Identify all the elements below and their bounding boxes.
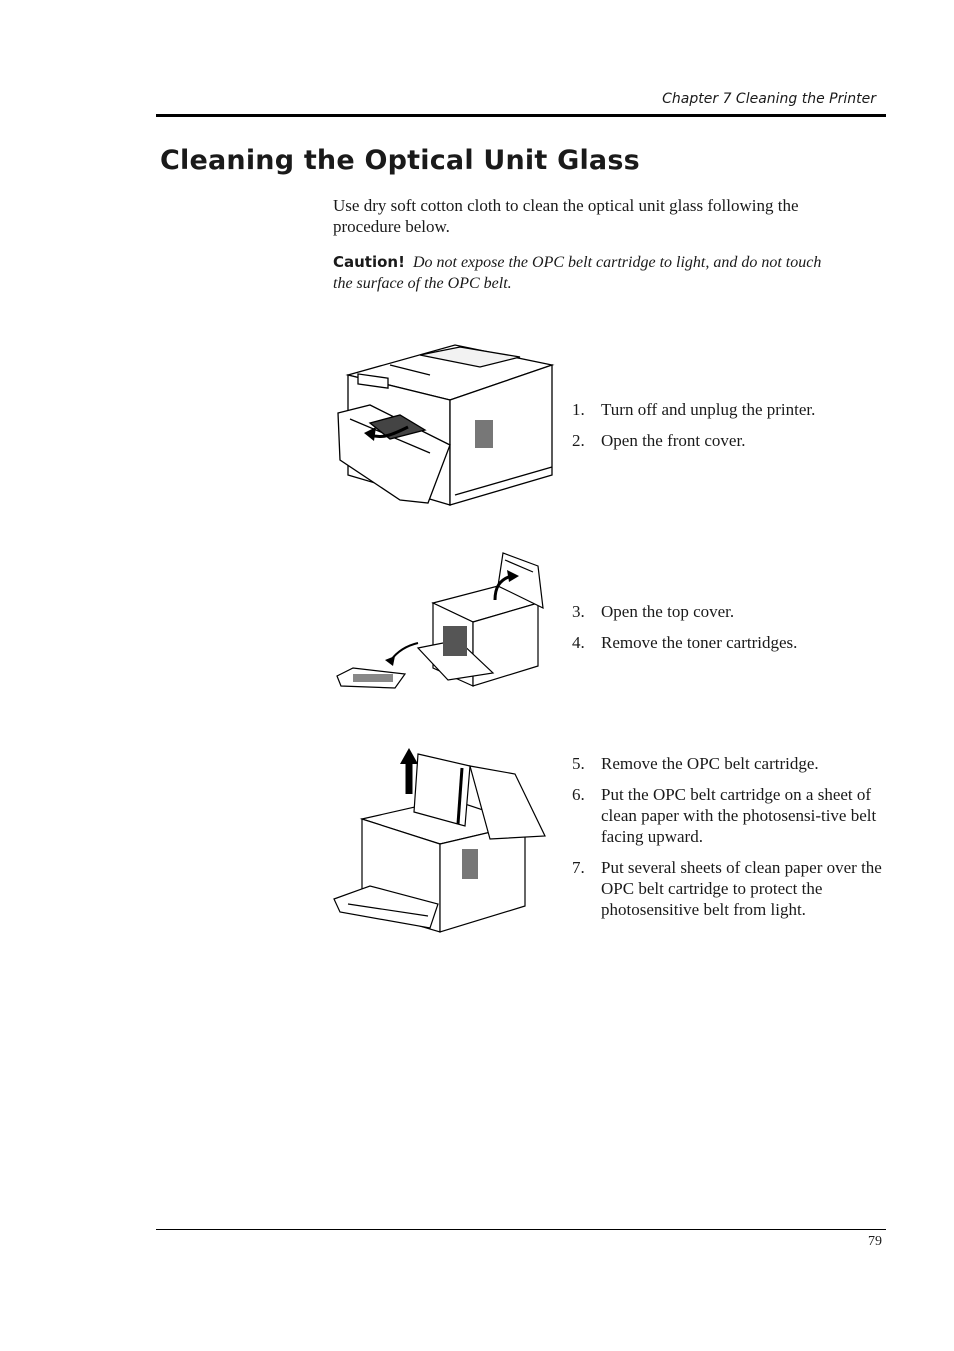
caution-label: Caution! [333, 253, 405, 271]
page-title: Cleaning the Optical Unit Glass [160, 145, 640, 176]
step-item [572, 784, 892, 847]
steps-group-2 [572, 601, 892, 663]
step-number: 6. [572, 785, 585, 804]
step-number: 4. [572, 633, 585, 652]
printer-front-open-illustration [330, 335, 560, 513]
step-text: Put several sheets of clean paper over the OPC belt cartridge to protect the photosensitive belt from light. [601, 858, 882, 919]
step-number: 5. [572, 754, 585, 773]
step-item [572, 753, 892, 774]
step-item [572, 632, 892, 653]
step-text: Remove the toner cartridges. [601, 633, 798, 652]
caution-note [333, 252, 833, 294]
figure-remove-toner [333, 548, 558, 693]
page-number: 79 [868, 1234, 882, 1249]
printer-opc-belt-illustration [330, 744, 555, 936]
step-number: 7. [572, 858, 585, 877]
printer-toner-removal-illustration [333, 548, 558, 693]
steps-group-3 [572, 753, 892, 930]
step-text: Turn off and unplug the printer. [601, 400, 816, 419]
step-text: Remove the OPC belt cartridge. [601, 754, 819, 773]
step-item [572, 430, 892, 451]
step-number: 3. [572, 602, 585, 621]
steps-group-1 [572, 399, 892, 461]
footer-rule [156, 1229, 886, 1230]
step-item [572, 399, 892, 420]
step-number: 1. [572, 400, 585, 419]
step-text: Open the front cover. [601, 431, 746, 450]
step-item [572, 857, 892, 920]
figure-open-front-cover [330, 335, 560, 513]
caution-text: Do not expose the OPC belt cartridge to light, and do not touch the surface of the OPC belt. [333, 254, 822, 292]
step-number: 2. [572, 431, 585, 450]
running-header: Chapter 7 Cleaning the Printer [662, 91, 876, 107]
figure-remove-opc-belt [330, 744, 555, 936]
step-text: Open the top cover. [601, 602, 735, 621]
intro-paragraph: Use dry soft cotton cloth to clean the optical unit glass following the procedure below. [333, 196, 799, 236]
step-item [572, 601, 892, 622]
step-text: Put the OPC belt cartridge on a sheet of clean paper with the photosensi-tive belt facing upward. [601, 785, 877, 846]
header-rule [156, 114, 886, 117]
